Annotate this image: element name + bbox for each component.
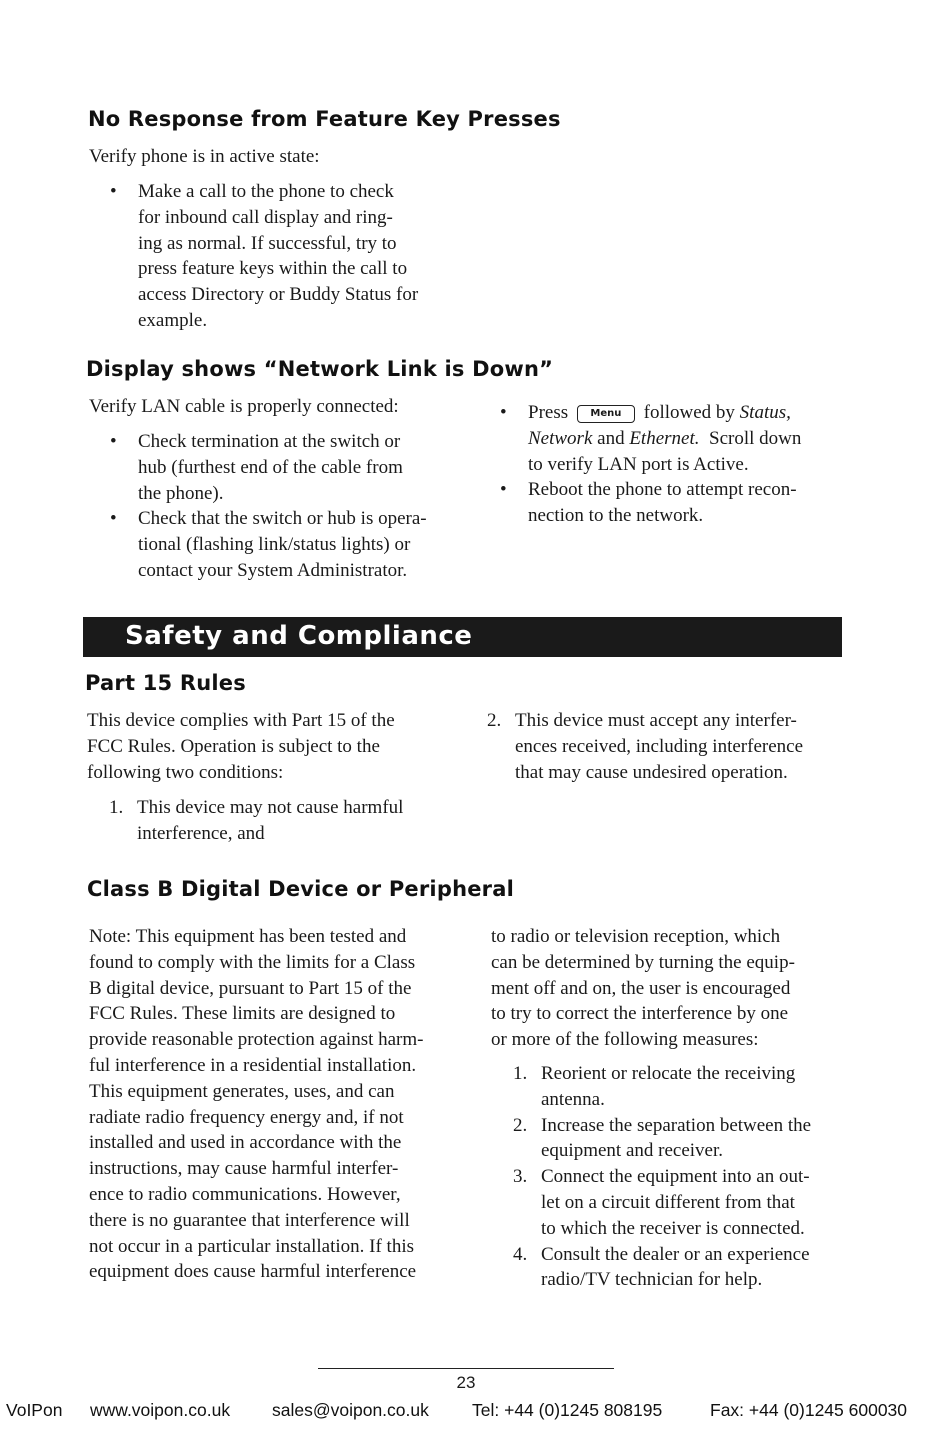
- text-line: press feature keys within the call to: [138, 258, 408, 280]
- text-line: B digital device, pursuant to Part 15 of the: [89, 977, 412, 999]
- text-line: ence to radio communications. However,: [89, 1183, 401, 1205]
- text-line: example.: [138, 309, 208, 331]
- menu-key-icon: Menu: [577, 405, 635, 423]
- list-item: [110, 179, 490, 334]
- text-line: equipment and receiver.: [541, 1140, 724, 1162]
- press-text: Press: [528, 402, 569, 423]
- text-line: equipment does cause harmful interference: [89, 1261, 417, 1283]
- list-item: [513, 1113, 873, 1165]
- text-line: nection to the network.: [528, 505, 704, 527]
- section3-item2: [487, 708, 867, 785]
- footer-divider: [318, 1368, 614, 1369]
- status-text: Status,: [739, 402, 791, 423]
- list-item: [110, 506, 490, 583]
- network-text: Network: [528, 427, 593, 449]
- text-line: to try to correct the interference by one: [491, 1003, 788, 1025]
- list-number: 2.: [513, 1114, 528, 1136]
- text-line: or more of the following measures:: [491, 1029, 759, 1051]
- text-line: Connect the equipment into an out-: [541, 1166, 810, 1188]
- section1-bullets: [110, 179, 490, 334]
- text-line: to which the receiver is connected.: [541, 1217, 805, 1239]
- text-line: Note: This equipment has been tested and: [89, 926, 407, 947]
- text-line: found to comply with the limits for a Class: [89, 951, 416, 973]
- text-line: [528, 426, 860, 452]
- heading-no-response: No Response from Feature Key Presses: [88, 107, 561, 131]
- list-item: [110, 429, 490, 506]
- list-item: [500, 477, 860, 529]
- footer-fax: Fax: +44 (0)1245 600030: [710, 1400, 908, 1420]
- text-line: to radio or television reception, which: [491, 926, 781, 947]
- text-line: there is no guarantee that interference will: [89, 1209, 410, 1231]
- text-line: ences received, including interference: [515, 735, 804, 757]
- footer-company: VoIPon: [6, 1400, 63, 1420]
- footer-email[interactable]: sales@voipon.co.uk: [272, 1400, 429, 1420]
- bullet-marker: •: [500, 479, 507, 501]
- text-line: contact your System Administrator.: [138, 559, 408, 581]
- text-line: for inbound call display and ring-: [138, 206, 393, 228]
- text-line: Check that the switch or hub is opera-: [138, 508, 427, 530]
- list-item: [487, 708, 867, 785]
- text-line: This device must accept any interfer-: [515, 710, 797, 731]
- bullet-marker: •: [500, 402, 507, 423]
- text-line: FCC Rules. Operation is subject to the: [87, 735, 380, 757]
- section2-bullets-right: [500, 400, 860, 529]
- page-number: 23: [456, 1373, 476, 1392]
- heading-network-link-down: Display shows “Network Link is Down”: [86, 357, 554, 381]
- section1-intro: Verify phone is in active state:: [89, 146, 320, 167]
- list-number: 3.: [513, 1166, 528, 1188]
- and-text: and: [597, 427, 625, 449]
- text-line: Make a call to the phone to check: [138, 181, 394, 202]
- list-item: [500, 400, 860, 477]
- list-item: [513, 1164, 873, 1241]
- section3-intro: [87, 708, 487, 785]
- text-line: radiate radio frequency energy and, if not: [89, 1106, 404, 1128]
- text-line: not occur in a particular installation. If this: [89, 1235, 415, 1257]
- text-line: installed and used in accordance with the: [89, 1132, 402, 1154]
- list-number: 4.: [513, 1243, 528, 1265]
- text-line: Increase the separation between the: [541, 1114, 812, 1136]
- list-number: 1.: [109, 797, 124, 818]
- text-line: hub (furthest end of the cable from: [138, 456, 403, 478]
- text-line: tional (flashing link/status lights) or: [138, 534, 411, 556]
- section4-right-text: [491, 924, 871, 1053]
- section2-bullets-left: [110, 429, 490, 584]
- list-item: [109, 795, 489, 847]
- bullet-marker: •: [110, 181, 117, 202]
- banner-title: Safety and Compliance: [125, 621, 473, 651]
- text-line: Reorient or relocate the receiving: [541, 1063, 796, 1084]
- section-banner: [83, 617, 842, 657]
- text-line: [528, 400, 860, 426]
- text-line: ment off and on, the user is encouraged: [491, 977, 791, 999]
- ethernet-text: Ethernet.: [629, 427, 700, 449]
- footer-tel: Tel: +44 (0)1245 808195: [472, 1400, 663, 1420]
- text-line: This equipment generates, uses, and can: [89, 1080, 395, 1102]
- list-item: [513, 1242, 873, 1294]
- text-line: Reboot the phone to attempt recon-: [528, 479, 797, 501]
- section4-measures: [513, 1061, 873, 1293]
- list-number: 1.: [513, 1063, 528, 1084]
- text-line: let on a circuit different from that: [541, 1191, 795, 1213]
- followed-by-text: followed by: [643, 402, 735, 423]
- text-line: This device complies with Part 15 of the: [87, 710, 395, 731]
- text-line: antenna.: [541, 1088, 605, 1110]
- bullet-marker: •: [110, 431, 117, 452]
- footer-website[interactable]: www.voipon.co.uk: [90, 1400, 231, 1420]
- list-item: [513, 1061, 873, 1113]
- text-line: the phone).: [138, 482, 224, 504]
- text-line: radio/TV technician for help.: [541, 1269, 763, 1291]
- text-line: ing as normal. If successful, try to: [138, 232, 397, 254]
- text-line: provide reasonable protection against harm-: [89, 1029, 424, 1051]
- scroll-text: Scroll down: [709, 427, 802, 449]
- text-line: FCC Rules. These limits are designed to: [89, 1003, 396, 1025]
- text-line: that may cause undesired operation.: [515, 761, 788, 783]
- text-line: ful interference in a residential installation.: [89, 1054, 417, 1076]
- text-line: This device may not cause harmful: [137, 797, 404, 818]
- text-line: Consult the dealer or an experience: [541, 1243, 810, 1265]
- section3-item1: [109, 795, 489, 847]
- text-line: instructions, may cause harmful interfer-: [89, 1158, 399, 1180]
- section4-left-text: [89, 924, 469, 1285]
- section2-intro: Verify LAN cable is properly connected:: [89, 396, 399, 417]
- text-line: access Directory or Buddy Status for: [138, 284, 419, 306]
- text-line: Check termination at the switch or: [138, 431, 401, 452]
- footer-contact: [6, 1400, 907, 1421]
- text-line: can be determined by turning the equip-: [491, 951, 795, 973]
- bullet-marker: •: [110, 508, 117, 530]
- text-line: to verify LAN port is Active.: [528, 453, 749, 475]
- heading-part15: Part 15 Rules: [85, 671, 246, 695]
- text-line: following two conditions:: [87, 761, 284, 783]
- heading-class-b: Class B Digital Device or Peripheral: [87, 877, 514, 901]
- text-line: interference, and: [137, 822, 265, 844]
- list-number: 2.: [487, 710, 502, 731]
